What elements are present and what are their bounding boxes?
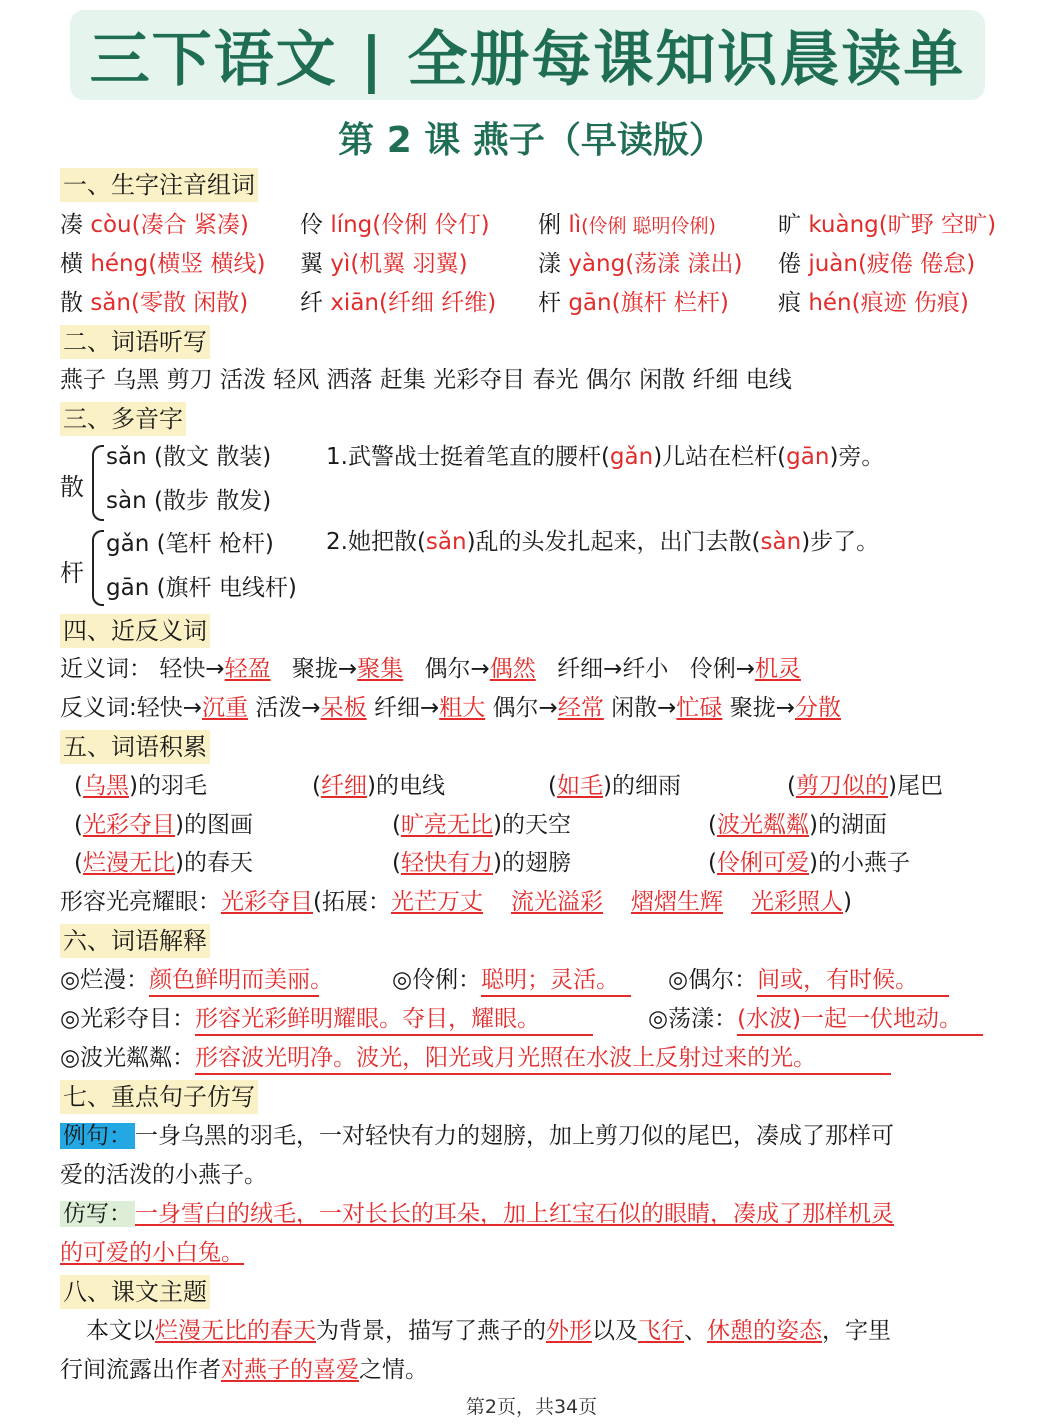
explain-item: ◎伶俐：聪明；灵活。 (392, 963, 631, 997)
phrase-entry: (轻快有力)的翅膀 (392, 850, 571, 876)
char-entry: 翼 yì(机翼 羽翼) (300, 251, 468, 277)
imitate-line-1: 仿写： 一身雪白的绒毛，一对长长的耳朵，加上红宝石似的眼睛，凑成了那样机灵 (60, 1197, 1023, 1231)
phrase-entry: (烂漫无比)的春天 (74, 850, 253, 876)
example-line-1: 例句： 一身乌黑的羽毛，一对轻快有力的翅膀，加上剪刀似的尾巴，凑成了那样可 (60, 1119, 1023, 1153)
section-heading-4: 四、近反义词 (60, 614, 210, 648)
example-line-2: 爱的活泼的小燕子。 (60, 1162, 267, 1188)
section-heading-7: 七、重点句子仿写 (60, 1080, 258, 1114)
phrase-entry: (如毛)的细雨 (548, 773, 681, 799)
phrase-entry: (伶俐可爱)的小燕子 (708, 850, 910, 876)
section-heading-5: 五、词语积累 (60, 730, 210, 764)
poly-san-1: sǎn (散文 散装) (106, 444, 272, 470)
section-heading-8: 八、课文主题 (60, 1275, 210, 1309)
theme-line-1: 本文以烂漫无比的春天为背景，描写了燕子的外形以及飞行、休憩的姿态，字里 (86, 1318, 891, 1344)
imitate-label: 仿写： (60, 1201, 135, 1227)
section-heading-2: 二、词语听写 (60, 325, 210, 359)
explain-item: ◎波光粼粼：形容波光明净。波光，阳光或月光照在水波上反射过来的光。 (60, 1041, 891, 1075)
poly-question-1: 1.武警战士挺着笔直的腰杆(gǎn)儿站在栏杆(gān)旁。 (326, 444, 885, 470)
brace-san (92, 445, 104, 521)
char-entry: 凑 còu(凑合 紧凑) (60, 212, 249, 238)
explain-item: ◎烂漫：颜色鲜明而美丽。 (60, 963, 319, 997)
poly-gan-2: gān (旗杆 电线杆) (106, 575, 297, 601)
synonyms-line: 近义词： 轻快→轻盈 聚拢→聚集 偶尔→偶然 纤细→纤小 伶俐→机灵 (60, 656, 801, 682)
phrase-entry: (乌黑)的羽毛 (74, 773, 207, 799)
char-entry: 痕 hén(痕迹 伤痕) (778, 290, 969, 316)
phrase-entry: (光彩夺目)的图画 (74, 812, 253, 838)
section-heading-1: 一、生字注音组词 (60, 168, 258, 202)
char-entry: 散 sǎn(零散 闲散) (60, 290, 249, 316)
page-footer: 第2页，共34页 (465, 1396, 598, 1418)
phrase-entry: (纤细)的电线 (312, 773, 445, 799)
char-entry: 漾 yàng(荡漾 漾出) (538, 251, 743, 277)
bright-words-line: 形容光亮耀眼：光彩夺目(拓展：光芒万丈 流光溢彩 熠熠生辉 光彩照人) (60, 889, 852, 915)
poly-gan-1: gǎn (笔杆 枪杆) (106, 531, 274, 557)
theme-line-2: 行间流露出作者对燕子的喜爱之情。 (60, 1357, 428, 1383)
poly-question-2: 2.她把散(sǎn)乱的头发扎起来，出门去散(sàn)步了。 (326, 529, 880, 555)
explain-item: ◎光彩夺目：形容光彩鲜明耀眼。夺目，耀眼。 (60, 1002, 593, 1036)
char-entry: 俐 lì(伶俐 聪明伶俐) (538, 212, 716, 238)
example-label: 例句： (60, 1123, 135, 1149)
antonyms-line: 反义词:轻快→沉重 活泼→呆板 纤细→粗大 偶尔→经常 闲散→忙碌 聚拢→分散 (60, 695, 841, 721)
phrase-entry: (波光粼粼)的湖面 (708, 812, 887, 838)
brace-gan (92, 530, 104, 606)
section-heading-3: 三、多音字 (60, 402, 186, 436)
explain-item: ◎荡漾：(水波)一起一伏地动。 (648, 1002, 983, 1036)
char-entry: 杆 gān(旗杆 栏杆) (538, 290, 729, 316)
phrase-entry: (旷亮无比)的天空 (392, 812, 571, 838)
imitate-line-2: 的可爱的小白兔。 (60, 1240, 244, 1266)
title-banner (70, 10, 985, 100)
char-entry: 纤 xiān(纤细 纤维) (300, 290, 497, 316)
phrase-entry: (剪刀似的)尾巴 (787, 773, 943, 799)
section-heading-6: 六、词语解释 (60, 924, 210, 958)
poly-san-2: sàn (散步 散发) (106, 488, 272, 514)
poly-char-gan: 杆 (60, 559, 84, 587)
lesson-subtitle: 第 2 课 燕子（早读版） (338, 120, 725, 161)
char-entry: 旷 kuàng(旷野 空旷) (778, 212, 997, 238)
char-entry: 横 héng(横竖 横线) (60, 251, 266, 277)
dictation-words: 燕子 乌黑 剪刀 活泼 轻风 洒落 赶集 光彩夺目 春光 偶尔 闲散 纤细 电线 (60, 367, 792, 393)
page-title: 三下语文 | 全册每课知识晨读单 (89, 25, 966, 95)
explain-item: ◎偶尔：间或，有时候。 (668, 963, 949, 997)
char-entry: 倦 juàn(疲倦 倦怠) (778, 251, 976, 277)
char-entry: 伶 líng(伶俐 伶仃) (300, 212, 490, 238)
poly-char-san: 散 (60, 473, 84, 501)
